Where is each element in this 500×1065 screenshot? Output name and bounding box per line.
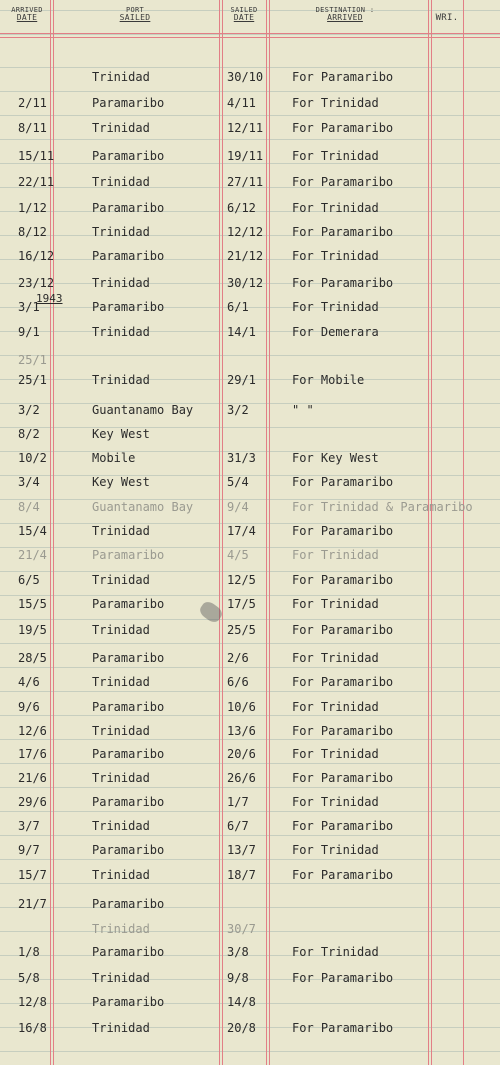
ledger-row	[0, 475, 500, 497]
arrived-date-cell: 23/12	[18, 276, 55, 290]
ledger-row	[0, 249, 500, 271]
port-cell: Trinidad	[92, 922, 150, 936]
port-cell: Paramaribo	[92, 795, 165, 809]
destination-cell: For Paramaribo	[292, 771, 394, 785]
ledger-row	[0, 747, 500, 769]
destination-cell: For Trinidad & Paramaribo	[292, 500, 473, 514]
port-cell: Trinidad	[92, 819, 150, 833]
ledger-row	[0, 403, 500, 425]
destination-cell: For Trinidad	[292, 843, 379, 857]
arrived-date-cell: 9/6	[18, 700, 40, 714]
destination-cell: For Trinidad	[292, 700, 379, 714]
ledger-row	[0, 795, 500, 817]
port-cell: Trinidad	[92, 524, 150, 538]
arrived-date-cell: 4/6	[18, 675, 40, 689]
destination-cell: For Paramaribo	[292, 819, 394, 833]
destination-cell: " "	[292, 403, 314, 417]
ledger-row	[0, 971, 500, 993]
ledger-row	[0, 700, 500, 722]
ledger-row	[0, 675, 500, 697]
ledger-row	[0, 819, 500, 841]
sailed-date-cell: 31/3	[227, 451, 256, 465]
port-cell: Trinidad	[92, 325, 150, 339]
port-cell: Paramaribo	[92, 995, 165, 1009]
port-cell: Trinidad	[92, 771, 150, 785]
ledger-row	[0, 922, 500, 944]
ledger-row	[0, 225, 500, 247]
destination-cell: For Demerara	[292, 325, 379, 339]
sailed-date-cell: 14/8	[227, 995, 256, 1009]
sailed-date-cell: 25/5	[227, 623, 256, 637]
ledger-row	[0, 945, 500, 967]
arrived-date-cell: 3/7	[18, 819, 40, 833]
arrived-date-cell: 15/11	[18, 149, 55, 163]
ledger-row	[0, 325, 500, 347]
sailed-date-cell: 3/2	[227, 403, 249, 417]
destination-cell: For Trinidad	[292, 651, 379, 665]
port-cell: Trinidad	[92, 1021, 150, 1035]
destination-cell: For Paramaribo	[292, 623, 394, 637]
arrived-date-cell: 1/12	[18, 201, 47, 215]
port-cell: Paramaribo	[92, 300, 165, 314]
destination-cell: For Trinidad	[292, 149, 379, 163]
sailed-date-cell: 29/1	[227, 373, 256, 387]
destination-cell: For Paramaribo	[292, 225, 394, 239]
header-arrived-date: ARRIVED DATE	[11, 6, 43, 22]
header-sailed-date: SAILED DATE	[230, 6, 258, 22]
arrived-date-cell: 16/12	[18, 249, 55, 263]
destination-cell: For Paramaribo	[292, 1021, 394, 1035]
destination-cell: For Trinidad	[292, 201, 379, 215]
ledger-row	[0, 524, 500, 546]
header-rule-bottom	[0, 37, 500, 38]
sailed-date-cell: 30/12	[227, 276, 264, 290]
destination-cell: For Trinidad	[292, 597, 379, 611]
sailed-date-cell: 26/6	[227, 771, 256, 785]
port-cell: Paramaribo	[92, 747, 165, 761]
sailed-date-cell: 5/4	[227, 475, 249, 489]
ledger-row	[0, 353, 500, 375]
port-cell: Trinidad	[92, 175, 150, 189]
destination-cell: For Paramaribo	[292, 121, 394, 135]
arrived-date-cell: 5/8	[18, 971, 40, 985]
ledger-row	[0, 651, 500, 673]
arrived-date-cell: 8/4	[18, 500, 40, 514]
sailed-date-cell: 9/8	[227, 971, 249, 985]
port-cell: Key West	[92, 427, 150, 441]
ledger-row	[0, 724, 500, 746]
destination-cell: For Paramaribo	[292, 675, 394, 689]
arrived-date-cell: 22/11	[18, 175, 55, 189]
port-cell: Trinidad	[92, 675, 150, 689]
port-cell: Trinidad	[92, 373, 150, 387]
ledger-row	[0, 201, 500, 223]
arrived-date-cell: 12/8	[18, 995, 47, 1009]
ledger-row	[0, 300, 500, 322]
sailed-date-cell: 17/4	[227, 524, 256, 538]
sailed-date-cell: 6/12	[227, 201, 256, 215]
port-cell: Paramaribo	[92, 945, 165, 959]
arrived-date-cell: 15/7	[18, 868, 47, 882]
header-port: PORT SAILED	[119, 6, 151, 22]
header-rule-top	[0, 33, 500, 34]
sailed-date-cell: 4/11	[227, 96, 256, 110]
destination-cell: For Trinidad	[292, 945, 379, 959]
destination-cell: For Trinidad	[292, 300, 379, 314]
ledger-row	[0, 96, 500, 118]
port-cell: Paramaribo	[92, 149, 165, 163]
sailed-date-cell: 13/7	[227, 843, 256, 857]
destination-cell: For Trinidad	[292, 747, 379, 761]
arrived-date-cell: 3/4	[18, 475, 40, 489]
destination-cell: For Paramaribo	[292, 475, 394, 489]
sailed-date-cell: 3/8	[227, 945, 249, 959]
sailed-date-cell: 6/1	[227, 300, 249, 314]
arrived-date-cell: 16/8	[18, 1021, 47, 1035]
sailed-date-cell: 12/11	[227, 121, 264, 135]
port-cell: Trinidad	[92, 724, 150, 738]
port-cell: Paramaribo	[92, 548, 165, 562]
sailed-date-cell: 9/4	[227, 500, 249, 514]
destination-cell: For Paramaribo	[292, 868, 394, 882]
sailed-date-cell: 6/7	[227, 819, 249, 833]
port-cell: Paramaribo	[92, 597, 165, 611]
port-cell: Paramaribo	[92, 897, 165, 911]
ledger-row	[0, 373, 500, 395]
port-cell: Trinidad	[92, 70, 150, 84]
ledger-row	[0, 149, 500, 171]
port-cell: Trinidad	[92, 225, 150, 239]
arrived-date-cell: 3/2	[18, 403, 40, 417]
header-wri: WRI.	[435, 13, 459, 23]
arrived-date-cell: 21/6	[18, 771, 47, 785]
ledger-row	[0, 597, 500, 619]
ledger-row	[0, 573, 500, 595]
destination-cell: For Key West	[292, 451, 379, 465]
arrived-date-cell: 17/6	[18, 747, 47, 761]
port-cell: Trinidad	[92, 121, 150, 135]
ledger-row	[0, 843, 500, 865]
port-cell: Key West	[92, 475, 150, 489]
ledger-row	[0, 1021, 500, 1043]
ledger-row	[0, 897, 500, 919]
arrived-date-cell: 25/1	[18, 353, 47, 367]
port-cell: Mobile	[92, 451, 136, 465]
sailed-date-cell: 12/5	[227, 573, 256, 587]
ledger-row	[0, 623, 500, 645]
arrived-date-cell: 6/5	[18, 573, 40, 587]
sailed-date-cell: 4/5	[227, 548, 249, 562]
arrived-date-cell: 8/11	[18, 121, 47, 135]
ledger-row	[0, 121, 500, 143]
arrived-date-cell: 21/7	[18, 897, 47, 911]
port-cell: Paramaribo	[92, 201, 165, 215]
ledger-row	[0, 451, 500, 473]
arrived-date-cell: 12/6	[18, 724, 47, 738]
destination-cell: For Paramaribo	[292, 724, 394, 738]
port-cell: Trinidad	[92, 623, 150, 637]
sailed-date-cell: 14/1	[227, 325, 256, 339]
sailed-date-cell: 2/6	[227, 651, 249, 665]
ledger-row	[0, 175, 500, 197]
ledger-row	[0, 500, 500, 522]
destination-cell: For Paramaribo	[292, 971, 394, 985]
ledger-row	[0, 70, 500, 92]
destination-cell: For Paramaribo	[292, 573, 394, 587]
sailed-date-cell: 6/6	[227, 675, 249, 689]
sailed-date-cell: 30/7	[227, 922, 256, 936]
arrived-date-cell: 8/12	[18, 225, 47, 239]
destination-cell: For Trinidad	[292, 96, 379, 110]
destination-cell: For Trinidad	[292, 548, 379, 562]
arrived-date-cell: 25/1	[18, 373, 47, 387]
year-annotation: 1943	[36, 292, 63, 305]
arrived-date-cell: 3/1	[18, 300, 40, 314]
destination-cell: For Trinidad	[292, 795, 379, 809]
destination-cell: For Paramaribo	[292, 175, 394, 189]
arrived-date-cell: 28/5	[18, 651, 47, 665]
sailed-date-cell: 21/12	[227, 249, 264, 263]
port-cell: Paramaribo	[92, 843, 165, 857]
header-destination: DESTINATION : ARRIVED	[315, 6, 375, 22]
arrived-date-cell: 10/2	[18, 451, 47, 465]
arrived-date-cell: 29/6	[18, 795, 47, 809]
port-cell: Trinidad	[92, 573, 150, 587]
arrived-date-cell: 8/2	[18, 427, 40, 441]
arrived-date-cell: 2/11	[18, 96, 47, 110]
port-cell: Trinidad	[92, 971, 150, 985]
ledger-row	[0, 995, 500, 1017]
sailed-date-cell: 19/11	[227, 149, 264, 163]
sailed-date-cell: 30/10	[227, 70, 264, 84]
ledger-row	[0, 427, 500, 449]
sailed-date-cell: 10/6	[227, 700, 256, 714]
sailed-date-cell: 18/7	[227, 868, 256, 882]
arrived-date-cell: 19/5	[18, 623, 47, 637]
sailed-date-cell: 13/6	[227, 724, 256, 738]
arrived-date-cell: 15/5	[18, 597, 47, 611]
sailed-date-cell: 17/5	[227, 597, 256, 611]
sailed-date-cell: 1/7	[227, 795, 249, 809]
arrived-date-cell: 1/8	[18, 945, 40, 959]
sailed-date-cell: 27/11	[227, 175, 264, 189]
ledger-row	[0, 868, 500, 890]
port-cell: Paramaribo	[92, 651, 165, 665]
port-cell: Paramaribo	[92, 249, 165, 263]
ledger-row	[0, 771, 500, 793]
arrived-date-cell: 9/7	[18, 843, 40, 857]
destination-cell: For Paramaribo	[292, 70, 394, 84]
port-cell: Paramaribo	[92, 700, 165, 714]
sailed-date-cell: 20/8	[227, 1021, 256, 1035]
arrived-date-cell: 9/1	[18, 325, 40, 339]
destination-cell: For Trinidad	[292, 249, 379, 263]
port-cell: Trinidad	[92, 276, 150, 290]
port-cell: Guantanamo Bay	[92, 500, 194, 514]
arrived-date-cell: 15/4	[18, 524, 47, 538]
port-cell: Guantanamo Bay	[92, 403, 194, 417]
sailed-date-cell: 20/6	[227, 747, 256, 761]
arrived-date-cell: 21/4	[18, 548, 47, 562]
destination-cell: For Paramaribo	[292, 276, 394, 290]
destination-cell: For Paramaribo	[292, 524, 394, 538]
port-cell: Trinidad	[92, 868, 150, 882]
sailed-date-cell: 12/12	[227, 225, 264, 239]
destination-cell: For Mobile	[292, 373, 365, 387]
ledger-row	[0, 548, 500, 570]
ledger-row	[0, 276, 500, 298]
port-cell: Paramaribo	[92, 96, 165, 110]
